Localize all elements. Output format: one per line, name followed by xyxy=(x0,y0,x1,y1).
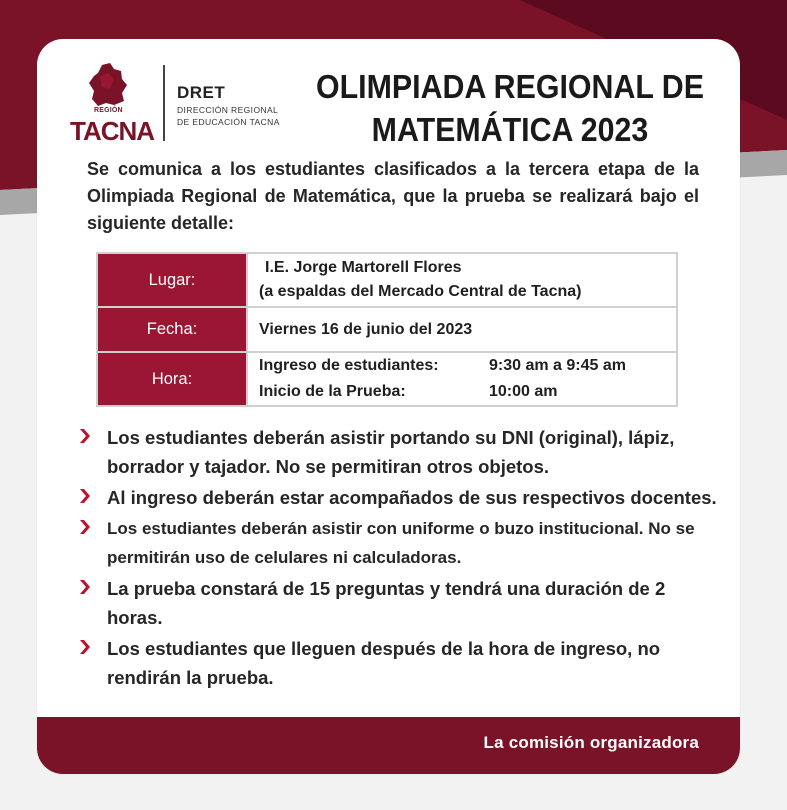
place-line1: I.E. Jorge Martorell Flores xyxy=(265,259,462,276)
details-table xyxy=(96,252,678,407)
title-line1: OLIMPIADA REGIONAL DE xyxy=(316,68,704,105)
start-row xyxy=(259,379,676,405)
dret-line2: DE EDUCACIÓN TACNA xyxy=(177,117,280,127)
place-label: Lugar: xyxy=(97,253,247,307)
rule-text: Los estudiantes deberán asistir con uniforme o buzo institucional. No se permitirán uso de celulares ni calculadoras. xyxy=(107,519,695,567)
footer-signature: La comisión organizadora xyxy=(483,733,699,752)
place-line2: (a espaldas del Mercado Central de Tacna) xyxy=(259,283,582,300)
dret-line1: DIRECCIÓN REGIONAL xyxy=(177,105,279,115)
dret-code: DRET xyxy=(177,83,226,102)
rule-text: Los estudiantes deberán asistir portando su DNI (original), lápiz, borrador y tajador. No se permitiran otros objetos. xyxy=(107,427,675,477)
date-value: Viernes 16 de junio del 2023 xyxy=(247,307,677,352)
region-tacna-logo xyxy=(70,63,162,146)
entry-value: 9:30 am a 9:45 am xyxy=(489,357,626,374)
logo-region-label: REGIÓN xyxy=(94,107,123,114)
dret-block xyxy=(177,83,280,127)
date-label: Fecha: xyxy=(97,307,247,352)
list-item xyxy=(79,514,719,572)
list-item xyxy=(79,483,719,512)
rule-text: Los estudiantes que lleguen después de la hora de ingreso, no rendirán la prueba. xyxy=(107,638,661,688)
logo-divider xyxy=(163,65,165,141)
time-value xyxy=(247,352,677,406)
start-value: 10:00 am xyxy=(489,383,558,400)
chevron-right-icon xyxy=(79,520,90,534)
table-row-time xyxy=(97,352,677,406)
table-row-date xyxy=(97,307,677,352)
list-item xyxy=(79,423,719,481)
list-item xyxy=(79,574,719,632)
footer-bar xyxy=(37,717,740,774)
table-row-place xyxy=(97,253,677,307)
rules-list xyxy=(79,423,719,694)
title-line2: MATEMÁTICA 2023 xyxy=(371,111,649,148)
rule-text: La prueba constará de 15 preguntas y tendrá una duración de 2 horas. xyxy=(107,578,666,628)
announcement-card xyxy=(37,39,740,774)
page-title xyxy=(312,65,708,151)
rule-text: Al ingreso deberán estar acompañados de sus respectivos docentes. xyxy=(107,487,717,508)
chevron-right-icon xyxy=(79,489,90,503)
tacna-map-icon xyxy=(88,63,128,107)
time-label: Hora: xyxy=(97,352,247,406)
place-value xyxy=(247,253,677,307)
intro-paragraph: Se comunica a los estudiantes clasificados a la tercera etapa de la Olimpiada Regional de Matemática, que la prueba se realizará bajo el siguiente detalle: xyxy=(87,159,699,233)
chevron-right-icon xyxy=(79,429,90,443)
entry-row xyxy=(259,353,676,379)
chevron-right-icon xyxy=(79,640,90,654)
chevron-right-icon xyxy=(79,580,90,594)
start-label: Inicio de la Prueba: xyxy=(259,383,406,400)
entry-label: Ingreso de estudiantes: xyxy=(259,357,439,374)
list-item xyxy=(79,634,719,692)
logo-name: TACNA xyxy=(70,116,155,146)
